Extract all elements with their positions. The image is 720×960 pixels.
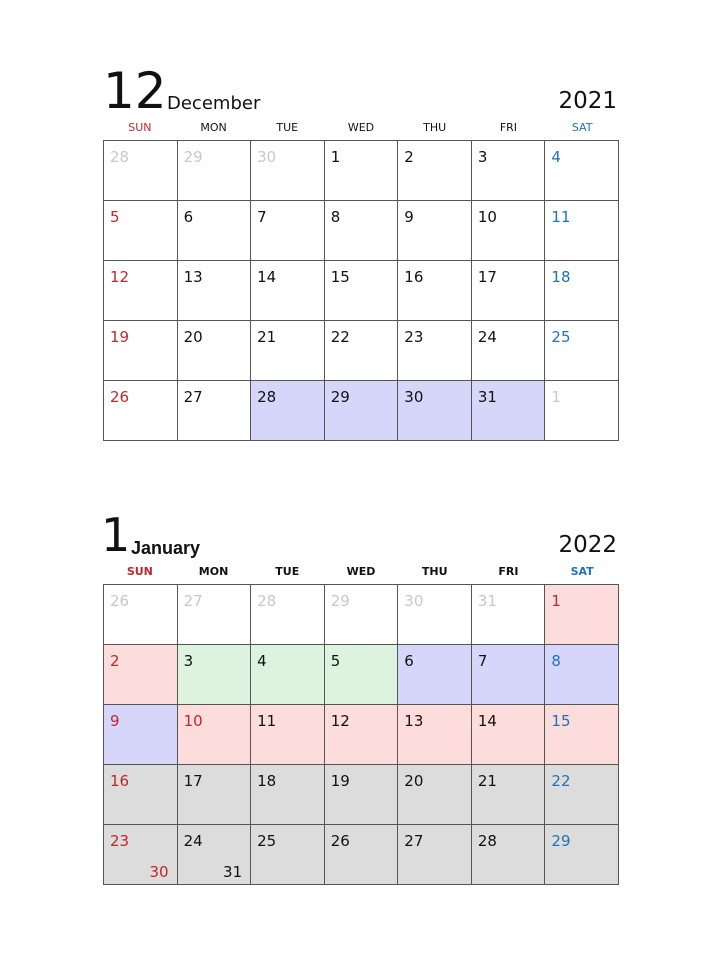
day-cell — [178, 141, 252, 201]
day-number: 28 — [110, 148, 130, 166]
day-cell — [472, 261, 546, 321]
day-number: 27 — [404, 832, 424, 850]
weekday-fri: FRI — [499, 121, 518, 134]
day-number: 26 — [110, 388, 130, 406]
year-label: 2021 — [558, 88, 617, 114]
day-cell — [545, 201, 619, 261]
day-cell — [398, 141, 472, 201]
day-number: 28 — [257, 592, 277, 610]
day-number: 29 — [551, 832, 571, 850]
day-number: 6 — [404, 652, 414, 670]
day-cell — [178, 765, 252, 825]
day-cell — [251, 381, 325, 441]
weekday-sun: SUN — [128, 121, 152, 134]
calendar-december-2021 — [103, 64, 619, 441]
day-number: 17 — [477, 268, 497, 286]
day-number: 1 — [551, 388, 561, 406]
day-number: 18 — [257, 772, 277, 790]
month-number: 12 — [103, 62, 167, 120]
day-cell — [545, 765, 619, 825]
day-number: 11 — [257, 712, 277, 730]
day-cell — [545, 645, 619, 705]
day-number: 21 — [477, 772, 497, 790]
day-cell — [325, 705, 399, 765]
day-cell — [472, 321, 546, 381]
weekday-header — [103, 122, 619, 140]
weekday-tue: TUE — [275, 565, 300, 578]
day-cell — [178, 381, 252, 441]
day-number: 29 — [330, 388, 350, 406]
day-cell — [398, 201, 472, 261]
day-number: 26 — [110, 592, 130, 610]
day-cell — [472, 381, 546, 441]
day-number: 27 — [183, 388, 203, 406]
day-number: 23 — [404, 328, 424, 346]
month-name: December — [167, 93, 261, 114]
day-cell — [398, 321, 472, 381]
day-number: 19 — [330, 772, 350, 790]
day-number: 4 — [257, 652, 267, 670]
day-number: 27 — [183, 592, 203, 610]
month-name: January — [131, 538, 201, 558]
day-number: 30 — [257, 148, 277, 166]
day-number: 12 — [110, 268, 130, 286]
day-cell — [251, 141, 325, 201]
day-number: 5 — [110, 208, 120, 226]
day-cell — [178, 585, 252, 645]
day-cell — [545, 585, 619, 645]
day-number: 7 — [257, 208, 267, 226]
day-cell — [178, 645, 252, 705]
weekday-header — [103, 566, 619, 584]
day-number: 31 — [477, 592, 497, 610]
day-cell — [104, 201, 178, 261]
day-number: 11 — [551, 208, 571, 226]
day-number: 14 — [257, 268, 277, 286]
day-number: 24 — [183, 832, 203, 850]
day-cell — [104, 645, 178, 705]
day-number: 12 — [330, 712, 350, 730]
day-number: 8 — [551, 652, 561, 670]
weekday-wed: WED — [346, 565, 376, 578]
day-number: 20 — [183, 328, 203, 346]
day-cell — [325, 321, 399, 381]
day-cell — [104, 321, 178, 381]
day-cell — [545, 825, 619, 885]
weekday-wed: WED — [347, 121, 375, 134]
day-number: 30 — [404, 592, 424, 610]
weekday-sat: SAT — [571, 121, 593, 134]
day-cell — [325, 201, 399, 261]
day-number: 18 — [551, 268, 571, 286]
day-number-overflow: 30 — [149, 863, 169, 881]
year-label: 2022 — [558, 532, 617, 558]
day-number: 6 — [183, 208, 194, 226]
weekday-sat: SAT — [570, 565, 594, 578]
day-number: 14 — [477, 712, 497, 730]
day-cell — [325, 825, 399, 885]
day-number: 19 — [110, 328, 130, 346]
day-number: 10 — [477, 208, 497, 226]
day-cell — [545, 321, 619, 381]
day-cell — [545, 705, 619, 765]
day-cell — [325, 261, 399, 321]
day-cell — [251, 201, 325, 261]
day-number: 5 — [330, 652, 341, 670]
day-number: 10 — [183, 712, 203, 730]
day-number: 28 — [477, 832, 497, 850]
day-cell — [472, 825, 546, 885]
day-number: 23 — [110, 832, 130, 850]
day-number: 13 — [183, 268, 203, 286]
day-number: 29 — [330, 592, 350, 610]
day-cell — [398, 825, 472, 885]
day-grid — [103, 140, 619, 441]
day-cell — [398, 705, 472, 765]
day-number: 3 — [477, 148, 488, 166]
day-number: 3 — [183, 652, 194, 670]
day-cell — [398, 261, 472, 321]
day-number: 28 — [257, 388, 277, 406]
month-header — [103, 508, 619, 566]
day-number: 9 — [404, 208, 414, 226]
day-cell — [545, 141, 619, 201]
day-number: 16 — [110, 772, 130, 790]
day-cell — [325, 585, 399, 645]
day-number: 29 — [183, 148, 203, 166]
day-cell — [251, 585, 325, 645]
day-number: 30 — [404, 388, 424, 406]
day-number: 1 — [330, 148, 341, 166]
day-cell — [104, 765, 178, 825]
day-cell — [178, 825, 252, 885]
day-cell — [178, 321, 252, 381]
day-cell — [472, 585, 546, 645]
calendar-january-2022 — [103, 508, 619, 885]
day-number: 15 — [330, 268, 350, 286]
day-cell — [398, 765, 472, 825]
month-header — [103, 64, 619, 122]
day-number-overflow: 31 — [223, 863, 243, 881]
day-number: 9 — [110, 712, 120, 730]
day-cell — [178, 705, 252, 765]
day-cell — [472, 141, 546, 201]
day-cell — [472, 705, 546, 765]
day-cell — [104, 261, 178, 321]
day-grid — [103, 584, 619, 885]
day-cell — [325, 645, 399, 705]
day-cell — [472, 765, 546, 825]
day-number: 16 — [404, 268, 424, 286]
day-cell — [251, 705, 325, 765]
day-cell — [104, 585, 178, 645]
day-cell — [398, 585, 472, 645]
day-cell — [251, 765, 325, 825]
day-number: 25 — [257, 832, 277, 850]
day-number: 24 — [477, 328, 497, 346]
day-number: 22 — [551, 772, 571, 790]
day-cell — [251, 645, 325, 705]
day-number: 17 — [183, 772, 203, 790]
weekday-thu: THU — [423, 121, 447, 134]
day-cell — [251, 321, 325, 381]
weekday-tue: TUE — [276, 121, 299, 134]
month-number: 1 — [101, 508, 131, 562]
day-number: 31 — [477, 388, 497, 406]
day-number: 7 — [477, 652, 488, 670]
day-number: 2 — [110, 652, 120, 670]
day-cell — [251, 261, 325, 321]
day-cell — [104, 825, 178, 885]
day-number: 20 — [404, 772, 424, 790]
day-cell — [545, 261, 619, 321]
day-cell — [472, 201, 546, 261]
weekday-thu: THU — [421, 565, 448, 578]
day-number: 1 — [551, 592, 561, 610]
day-cell — [325, 141, 399, 201]
day-number: 26 — [330, 832, 350, 850]
day-number: 8 — [330, 208, 341, 226]
day-cell — [104, 141, 178, 201]
day-cell — [325, 765, 399, 825]
weekday-fri: FRI — [498, 565, 519, 578]
weekday-mon: MON — [200, 121, 227, 134]
day-number: 2 — [404, 148, 414, 166]
day-cell — [325, 381, 399, 441]
day-cell — [251, 825, 325, 885]
day-number: 25 — [551, 328, 571, 346]
day-cell — [104, 705, 178, 765]
day-number: 15 — [551, 712, 571, 730]
weekday-mon: MON — [198, 565, 229, 578]
day-cell — [472, 645, 546, 705]
day-number: 21 — [257, 328, 277, 346]
day-cell — [398, 381, 472, 441]
weekday-sun: SUN — [126, 565, 153, 578]
day-cell — [104, 381, 178, 441]
day-number: 4 — [551, 148, 561, 166]
day-cell — [178, 261, 252, 321]
day-number: 13 — [404, 712, 424, 730]
day-cell — [545, 381, 619, 441]
day-cell — [398, 645, 472, 705]
day-number: 22 — [330, 328, 350, 346]
day-cell — [178, 201, 252, 261]
